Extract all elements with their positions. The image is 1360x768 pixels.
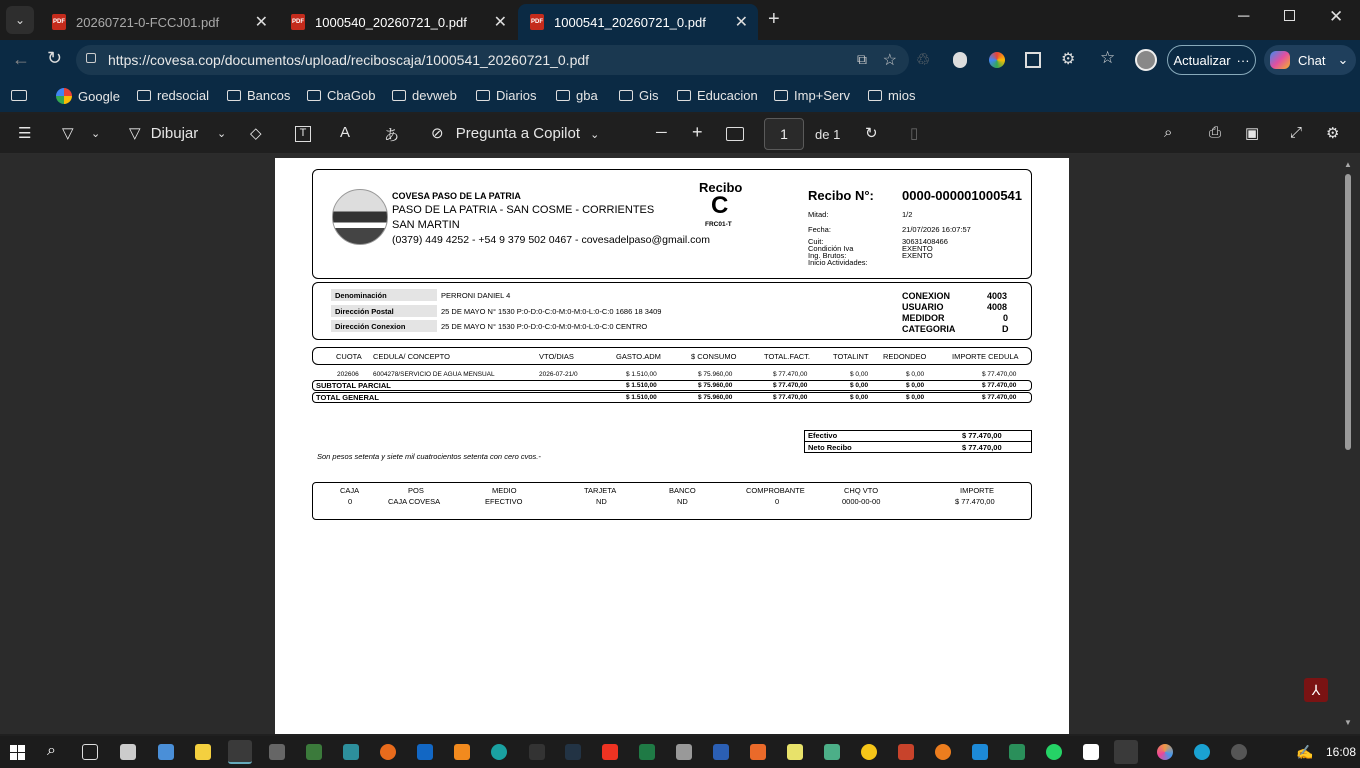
draw-icon: ▽ (129, 125, 141, 142)
company-name: COVESA PASO DE LA PATRIA (392, 191, 521, 201)
ib-value: EXENTO (902, 251, 933, 260)
app-icon[interactable] (1231, 744, 1247, 760)
page-number-input[interactable] (764, 118, 804, 150)
dirc-value: 25 DE MAYO N° 1530 P:0-D:0-C:0-M:0-M:0-L:0-C:0 CENTRO (441, 322, 648, 331)
dirp-label: Dirección Postal (331, 305, 437, 317)
subtotal-label: SUBTOTAL PARCIAL (316, 381, 391, 390)
folder-icon (619, 90, 633, 101)
total-label: TOTAL GENERAL (316, 393, 379, 402)
cuit-label: Cuit: (808, 237, 824, 246)
pdf-toolbar (0, 114, 1360, 154)
text-box-icon[interactable]: T (295, 126, 311, 142)
pay-cell: ND (596, 497, 607, 506)
den-label: Denominación (331, 289, 437, 301)
bookmark-label: Google (78, 88, 120, 104)
copilot-label: Pregunta a Copilot (455, 125, 580, 142)
dirc-label: Dirección Conexion (331, 320, 437, 332)
table-cell: $ 77.470,00 (773, 382, 808, 389)
pay-header: IMPORTE (960, 486, 995, 495)
app-icon[interactable] (343, 744, 359, 760)
taskbar (0, 736, 1360, 768)
new-tab-button[interactable]: + (768, 8, 780, 30)
table-cell: $ 77.470,00 (773, 394, 808, 401)
bookmark-folder[interactable] (556, 88, 598, 103)
cuit-value: 30631408466 (902, 237, 948, 246)
tab-actions-button[interactable] (6, 6, 34, 34)
pay-header: CAJA (340, 486, 360, 495)
print-icon[interactable]: ⎙ (1209, 124, 1222, 141)
bookmark-google[interactable] (56, 88, 120, 104)
extension-icon[interactable] (989, 52, 1005, 68)
bookmark-folder[interactable] (307, 88, 375, 103)
folder-icon (476, 90, 490, 101)
whatsapp-icon[interactable] (1046, 744, 1062, 760)
app-icon[interactable] (676, 744, 692, 760)
bookmark-label: CbaGob (327, 88, 376, 103)
folder-icon (774, 90, 788, 101)
highlight-icon[interactable]: ▽ (62, 125, 74, 142)
company-logo (332, 189, 388, 245)
table-cell: $ 77.470,00 (982, 394, 1017, 401)
app-icon[interactable] (454, 744, 470, 760)
col-header: IMPORTE CEDULA (952, 352, 1019, 361)
fit-page-icon[interactable] (726, 127, 744, 141)
pdf-icon: PDF (52, 14, 66, 30)
pay-cell: 0 (348, 497, 353, 506)
efectivo-label: Efectivo (808, 431, 838, 440)
search-icon[interactable]: ⌕ (1164, 124, 1173, 141)
bookmark-label: Educacion (697, 88, 758, 103)
save-icon[interactable]: ▣ (1245, 125, 1260, 142)
copilot-button[interactable] (431, 124, 599, 142)
medidor-value: 0 (1003, 313, 1009, 323)
categoria-label: CATEGORIA (902, 324, 956, 334)
table-cell: $ 75.960,00 (698, 382, 733, 389)
scroll-thumb[interactable] (1345, 174, 1351, 450)
edge-icon[interactable] (1194, 744, 1210, 760)
table-cell: $ 0,00 (906, 382, 925, 389)
chevron-down-icon[interactable]: ⌄ (91, 128, 101, 140)
pay-header: POS (408, 486, 424, 495)
pay-cell: $ 77.470,00 (955, 497, 995, 506)
neto-label: Neto Recibo (808, 443, 852, 452)
tab-title: 20260721-0-FCCJ01.pdf (76, 14, 220, 30)
extension-icon[interactable] (953, 52, 967, 68)
iva-value: EXENTO (902, 244, 933, 253)
company-address1: PASO DE LA PATRIA - SAN COSME - CORRIENTES (392, 204, 655, 216)
favorites-icon[interactable]: ☆ (1100, 48, 1116, 67)
bookmark-label: Gis (639, 88, 659, 103)
table-cell: 202606 (337, 371, 359, 378)
app-icon[interactable] (1083, 744, 1099, 760)
contents-icon[interactable]: ☰ (18, 125, 32, 142)
app-icon[interactable] (935, 744, 951, 760)
iva-label: Condición Iva (808, 244, 854, 253)
word-icon[interactable] (713, 744, 729, 760)
app-icon[interactable] (1009, 744, 1025, 760)
table-cell: $ 0,00 (850, 394, 869, 401)
calculator-icon[interactable] (269, 744, 285, 760)
draw-label: Dibujar (150, 125, 199, 142)
bookmark-label: mios (888, 88, 916, 103)
folder-icon (307, 90, 321, 101)
scrollbar[interactable] (1344, 160, 1352, 730)
zoom-in-icon[interactable]: + (692, 122, 703, 142)
conexion-value: 4003 (987, 291, 1008, 301)
draw-button[interactable] (129, 124, 198, 142)
bookmark-folder[interactable] (137, 88, 209, 103)
receipt-number: 0000-000001000541 (902, 188, 1023, 203)
zoom-out-icon[interactable]: ─ (656, 124, 667, 141)
bookmark-folder[interactable] (476, 88, 536, 103)
table-cell: $ 77.470,00 (982, 371, 1017, 378)
bookmark-label: Diarios (496, 88, 537, 103)
doc-type: Recibo (699, 180, 743, 195)
folder-icon (556, 90, 570, 101)
table-cell: $ 1.510,00 (626, 371, 657, 378)
pdf-icon: PDF (530, 14, 544, 30)
bookmark-label: devweb (412, 88, 457, 103)
app-icon[interactable] (120, 744, 136, 760)
pen-icon[interactable]: ✍ (1296, 744, 1314, 760)
clock[interactable]: 16:08 (1326, 745, 1357, 759)
update-button[interactable] (1167, 45, 1256, 75)
table-cell: $ 0,00 (906, 394, 925, 401)
extension-icon[interactable]: ♲ (916, 52, 931, 69)
bookmark-label: redsocial (157, 88, 210, 103)
tab-strip (0, 0, 1360, 40)
neto-value: $ 77.470,00 (962, 443, 1002, 452)
mitad-value: 1/2 (902, 210, 913, 219)
bookmark-label: gba (576, 88, 598, 103)
divider (804, 441, 1032, 442)
usuario-label: USUARIO (902, 302, 944, 312)
google-icon (56, 88, 72, 104)
ib-label: Ing. Brutos: (808, 251, 847, 260)
app-icon[interactable] (565, 744, 581, 760)
pay-header: TARJETA (584, 486, 617, 495)
bookmark-label: Bancos (247, 88, 291, 103)
folder-icon (392, 90, 406, 101)
table-cell: 2026-07-21/0 (539, 371, 578, 378)
chevron-down-icon: ⌄ (1337, 52, 1349, 67)
eraser-icon[interactable]: ◇ (250, 125, 262, 142)
table-cell: $ 1.510,00 (626, 394, 657, 401)
bookmark-folder[interactable] (619, 88, 659, 103)
col-header: TOTAL.FACT. (764, 352, 810, 361)
table-cell: $ 77.470,00 (982, 382, 1017, 389)
two-page-icon[interactable]: ▯ (910, 125, 919, 142)
inicio-label: Inicio Actividades: (808, 258, 868, 267)
star-icon[interactable]: ☆ (882, 52, 897, 69)
pay-cell: CAJA COVESA (388, 497, 441, 506)
categoria-value: D (1002, 324, 1009, 334)
table-cell: $ 0,00 (906, 371, 925, 378)
tab-2[interactable] (279, 4, 517, 40)
den-value: PERRONI DANIEL 4 (441, 291, 511, 300)
pay-cell: ND (677, 497, 688, 506)
usuario-value: 4008 (987, 302, 1008, 312)
pay-cell: EFECTIVO (485, 497, 523, 506)
search-icon[interactable]: ⌕ (47, 742, 56, 759)
powerpoint-icon[interactable] (898, 744, 914, 760)
sticky-notes-icon[interactable] (195, 744, 211, 760)
qr-icon[interactable] (1025, 52, 1041, 68)
chevron-down-icon[interactable]: ⌄ (217, 128, 227, 140)
back-icon[interactable]: ← (12, 49, 30, 69)
pay-cell: 0000-00-00 (842, 497, 881, 506)
url-text: https://covesa.cop/documentos/upload/reciboscaja/1000541_20260721_0.pdf (108, 52, 590, 68)
col-header: VTO/DIAS (539, 352, 574, 361)
table-cell: $ 75.960,00 (698, 371, 733, 378)
close-icon[interactable]: ✕ (734, 14, 748, 31)
url-input[interactable] (76, 45, 909, 75)
tab-title: 1000540_20260721_0.pdf (315, 14, 467, 30)
table-cell: $ 1.510,00 (626, 382, 657, 389)
close-window-button[interactable]: ✕ (1329, 7, 1344, 26)
doc-code: FRC01-T (705, 221, 732, 228)
company-contact: (0379) 449 4252 - +54 9 379 502 0467 - covesadelpaso@gmail.com (392, 234, 710, 246)
amount-in-words: Son pesos setenta y siete mil cuatrocientos setenta con cero cvos.- (317, 452, 541, 461)
firefox-icon[interactable] (380, 744, 396, 760)
settings-icon[interactable]: ⚙ (1326, 125, 1340, 142)
read-aloud-icon[interactable]: A (340, 124, 351, 141)
reading-list-icon[interactable] (11, 90, 27, 101)
bookmark-folder[interactable] (868, 88, 915, 103)
table-cell: 6004278/SERVICIO DE AGUA MENSUAL (373, 371, 495, 378)
app-icon[interactable] (824, 744, 840, 760)
mitad-label: Mitad: (808, 210, 829, 219)
close-icon[interactable]: ✕ (254, 14, 268, 31)
app-icon[interactable] (787, 744, 803, 760)
table-cell: $ 0,00 (850, 382, 869, 389)
receipt-number-label: Recibo N°: (808, 188, 874, 203)
col-header: GASTO.ADM (616, 352, 661, 361)
scroll-down-icon[interactable]: ▼ (1344, 718, 1352, 727)
bookmarks-bar (0, 80, 1360, 112)
close-icon[interactable]: ✕ (493, 14, 507, 31)
col-header: $ CONSUMO (691, 352, 737, 361)
chrome-icon[interactable] (1114, 740, 1138, 764)
app-icon[interactable] (158, 744, 174, 760)
chat-button[interactable] (1264, 45, 1356, 75)
app-icon[interactable] (306, 744, 322, 760)
folder-icon (137, 90, 151, 101)
col-header: CEDULA/ CONCEPTO (373, 352, 450, 361)
medidor-label: MEDIDOR (902, 313, 945, 323)
acrobat-icon[interactable]: ⅄ (1304, 678, 1328, 702)
table-cell: $ 0,00 (850, 371, 869, 378)
copilot-icon (1270, 51, 1290, 69)
doc-letter: C (711, 192, 729, 219)
update-label: Actualizar (1173, 52, 1231, 68)
pay-cell: 0 (775, 497, 780, 506)
restore-button[interactable] (1284, 10, 1295, 21)
more-icon: ··· (1236, 52, 1250, 68)
company-address2: SAN MARTIN (392, 219, 460, 231)
tab-3[interactable] (518, 4, 758, 40)
table-cell: $ 75.960,00 (698, 394, 733, 401)
outlook-icon[interactable] (417, 744, 433, 760)
app-icon[interactable] (1157, 744, 1173, 760)
table-cell: $ 77.470,00 (773, 371, 808, 378)
tab-1[interactable] (40, 4, 278, 40)
dirp-value: 25 DE MAYO N° 1530 P:0-D:0-C:0-M:0-M:0-L:0-C:0 1686 18 3409 (441, 307, 662, 316)
rotate-icon[interactable]: ↻ (865, 125, 878, 142)
copilot-icon: ⊘ (431, 125, 444, 142)
folder-icon (677, 90, 691, 101)
conexion-label: CONEXION (902, 291, 951, 301)
start-icon[interactable] (10, 745, 25, 760)
col-header: TOTALINT (833, 352, 869, 361)
youtube-icon[interactable] (602, 744, 618, 760)
pdf-icon: PDF (291, 14, 305, 30)
open-app-icon[interactable]: ⧉ (857, 51, 867, 67)
translate-icon[interactable]: あ (384, 127, 400, 144)
avatar[interactable] (1135, 49, 1157, 71)
page-of-label: de 1 (815, 127, 841, 142)
chat-label: Chat (1298, 52, 1326, 68)
bookmark-folder[interactable] (227, 88, 290, 103)
pdf-page (275, 158, 1069, 734)
pay-header: BANCO (669, 486, 696, 495)
folder-icon (868, 90, 882, 101)
bookmark-folder[interactable] (774, 88, 850, 103)
lock-icon (86, 53, 96, 63)
app-icon[interactable] (529, 744, 545, 760)
fullscreen-icon[interactable]: ⤢ (1290, 124, 1303, 141)
col-header: REDONDEO (883, 352, 927, 361)
pay-header: COMPROBANTE (746, 486, 805, 495)
app-icon[interactable] (750, 744, 766, 760)
task-view-icon[interactable] (82, 744, 98, 760)
chevron-down-icon: ⌄ (590, 129, 600, 141)
pay-header: MEDIO (492, 486, 517, 495)
scroll-up-icon[interactable]: ▲ (1344, 160, 1352, 169)
vscode-icon[interactable] (972, 744, 988, 760)
refresh-icon[interactable]: ↻ (47, 48, 63, 68)
efectivo-value: $ 77.470,00 (962, 431, 1002, 440)
pay-header: CHQ VTO (844, 486, 879, 495)
bookmark-label: Imp+Serv (794, 88, 850, 103)
app-icon[interactable] (861, 744, 877, 760)
bookmark-folder[interactable] (392, 88, 457, 103)
tab-title: 1000541_20260721_0.pdf (554, 14, 706, 30)
chevron-down-icon: ⌄ (14, 13, 26, 27)
fecha-value: 21/07/2026 16:07:57 (902, 225, 971, 234)
page-number: 1 (780, 126, 788, 142)
folder-icon (227, 90, 241, 101)
minimize-button[interactable]: ─ (1238, 8, 1250, 25)
bookmark-folder[interactable] (677, 88, 758, 103)
excel-icon[interactable] (639, 744, 655, 760)
edge-icon[interactable] (491, 744, 507, 760)
fecha-label: Fecha: (808, 225, 831, 234)
extensions-icon[interactable]: ⚙ (1061, 51, 1076, 68)
file-explorer-icon[interactable] (228, 740, 252, 764)
col-header: CUOTA (336, 352, 362, 361)
